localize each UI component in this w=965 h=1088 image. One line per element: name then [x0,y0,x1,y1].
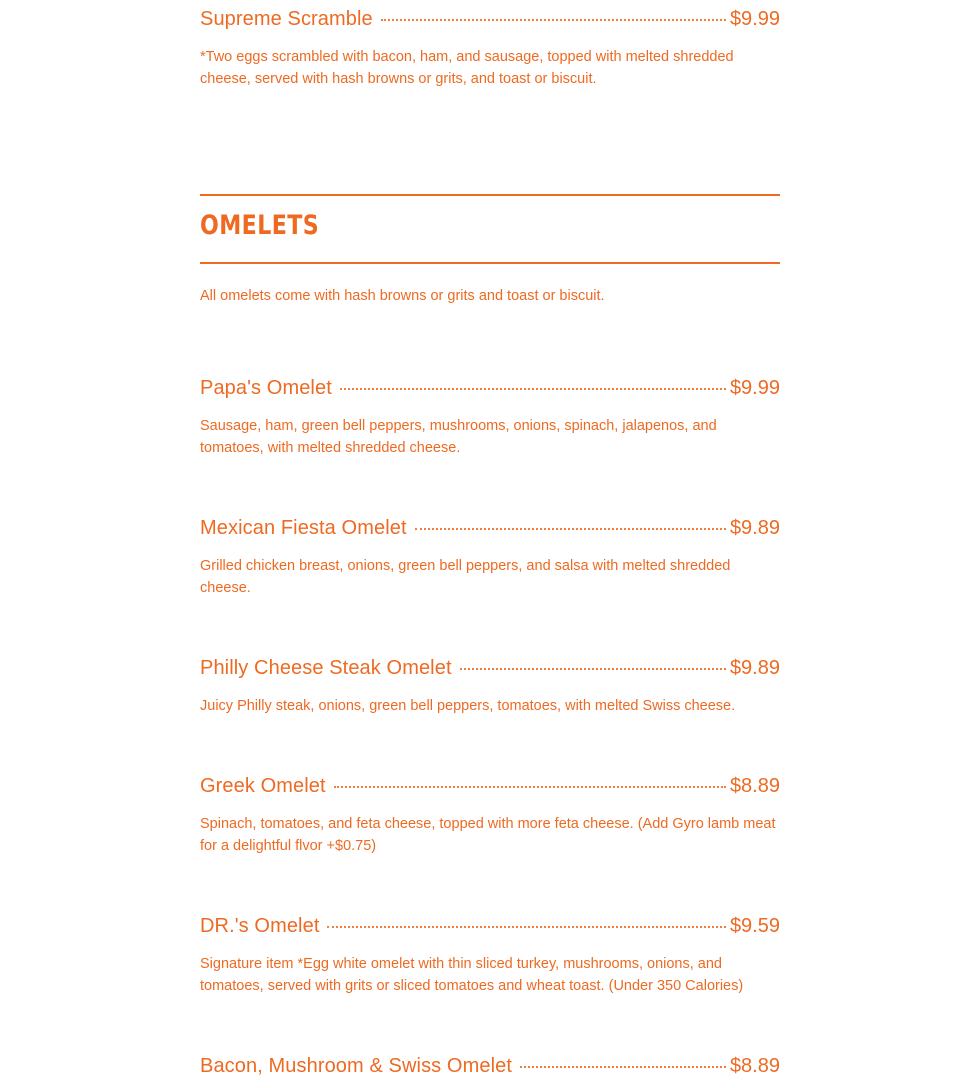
menu-item-price: $9.89 [729,517,780,539]
menu-item-description: Spinach, tomatoes, and feta cheese, topped with more feta cheese. (Add Gyro lamb meat for a delightful flvor +$0.75) [200,816,776,854]
menu-item-header [200,377,780,407]
menu-item-header [200,775,780,805]
menu-item-name: Philly Cheese Steak Omelet [200,657,452,679]
dot-leader [340,388,726,390]
dot-leader [334,786,726,788]
menu-item-description: Juicy Philly steak, onions, green bell peppers, tomatoes, with melted Swiss cheese. [200,698,736,714]
menu-item-name: Papa's Omelet [200,377,332,399]
dot-leader [415,528,726,530]
dot-leader [327,926,725,928]
section-title: OMELETS [200,210,320,241]
menu-item-price: $8.89 [729,775,780,797]
menu-item-header [200,8,780,38]
section-top-rule [200,194,780,196]
menu-item-header [200,657,780,687]
menu-item-price: $9.89 [729,657,780,679]
menu-item-name: Supreme Scramble [200,8,373,30]
menu-item [200,1055,780,1085]
menu-item-description: Signature item *Egg white omelet with thin sliced turkey, mushrooms, onions, and tomatoes, served with grits or sliced tomatoes and wheat toast. (Under 350 Calories) [200,956,744,994]
menu-item-name: Greek Omelet [200,775,326,797]
menu-item-description: Sausage, ham, green bell peppers, mushrooms, onions, spinach, jalapenos, and tomatoes, with melted shredded cheese. [200,418,717,456]
menu-item-description: Grilled chicken breast, onions, green bell peppers, and salsa with melted shredded cheese. [200,558,731,596]
menu-item [200,377,780,459]
section-note: All omelets come with hash browns or grits and toast or biscuit. [200,288,605,304]
dot-leader [381,19,726,21]
menu-item-supreme-scramble [200,8,780,90]
menu-item-price: $9.99 [729,377,780,399]
menu-item-description: *Two eggs scrambled with bacon, ham, and sausage, topped with melted shredded cheese, served with hash browns or grits, and toast or biscuit. [200,49,734,87]
menu-item-name: Bacon, Mushroom & Swiss Omelet [200,1055,512,1077]
menu-item-header [200,517,780,547]
menu-item [200,775,780,857]
dot-leader [520,1066,726,1068]
menu-item-name: Mexican Fiesta Omelet [200,517,407,539]
menu-item [200,657,780,717]
dot-leader [460,668,726,670]
section-bottom-rule [200,262,780,264]
menu-item-price: $9.59 [729,915,780,937]
menu-item [200,517,780,599]
menu-item-price: $9.99 [729,8,780,30]
menu-item-price: $8.89 [729,1055,780,1077]
menu-item [200,915,780,997]
menu-item-name: DR.'s Omelet [200,915,320,937]
menu-item-header [200,1055,780,1085]
menu-item-header [200,915,780,945]
